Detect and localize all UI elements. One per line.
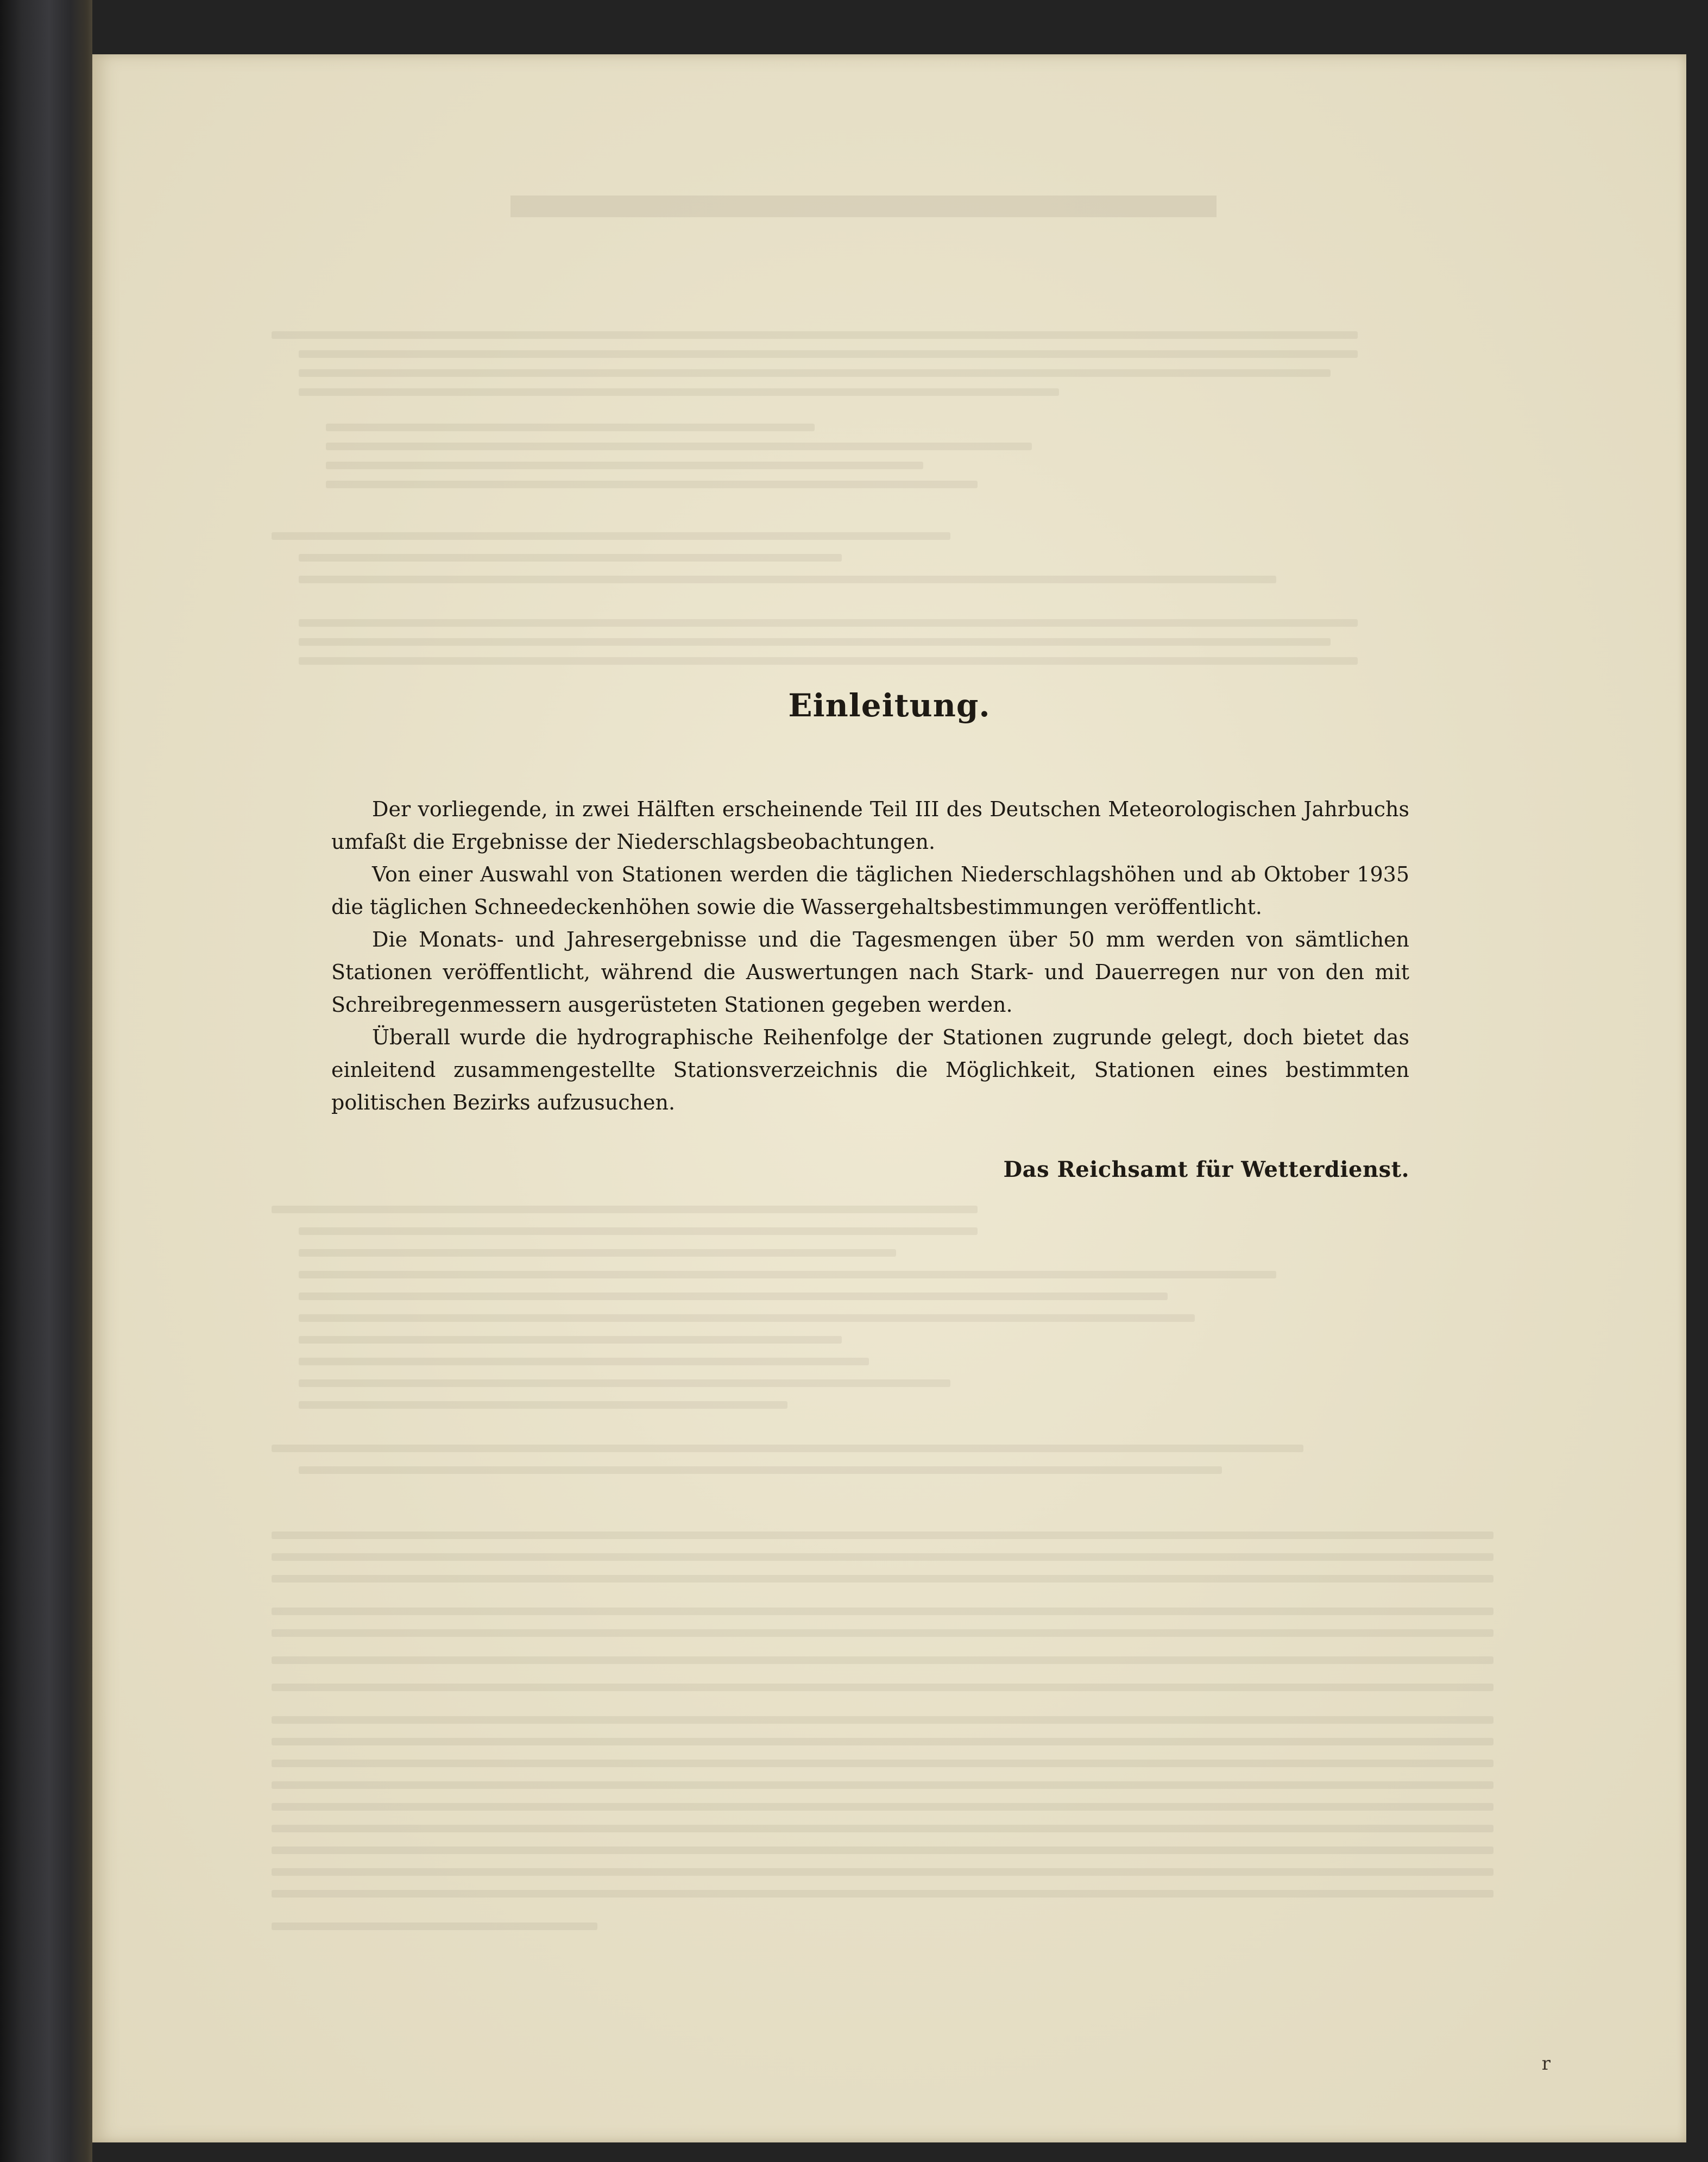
page-title: Einleitung. [788,687,991,724]
paragraph-4: Überall wurde die hydrographische Reihenfolge der Stationen zugrunde gelegt, doch bietet das einleitend zusammengestellte Stationsverzeichnis die Möglichkeit, Stationen eines bestimmten politischen Bezirks aufzusuchen. [331,1025,1409,1114]
paragraph-1: Der vorliegende, in zwei Hälften erscheinende Teil III des Deutschen Meteorologischen Jahrbuchs umfaßt die Ergebnisse der Niederschlagsbeobachtungen. [331,797,1409,854]
signature: Das Reichsamt für Wetterdienst. [1003,1157,1409,1182]
book-binding-edge [0,0,92,2162]
document-page [92,54,1686,2142]
corner-mark: r [1541,2053,1551,2075]
introduction-text [331,793,1409,1119]
paragraph-2: Von einer Auswahl von Stationen werden die täglichen Niederschlagshöhen und ab Oktober 1935 die täglichen Schneedeckenhöhen sowie die Wassergehaltsbestimmungen veröffentlicht. [331,862,1409,919]
paragraph-3: Die Monats- und Jahresergebnisse und die Tagesmengen über 50 mm werden von sämtlichen Stationen veröffentlicht, während die Auswertungen nach Stark- und Dauerregen nur von den mit Schreibregenmessern ausgerüsteten Stationen gegeben werden. [331,928,1409,1017]
